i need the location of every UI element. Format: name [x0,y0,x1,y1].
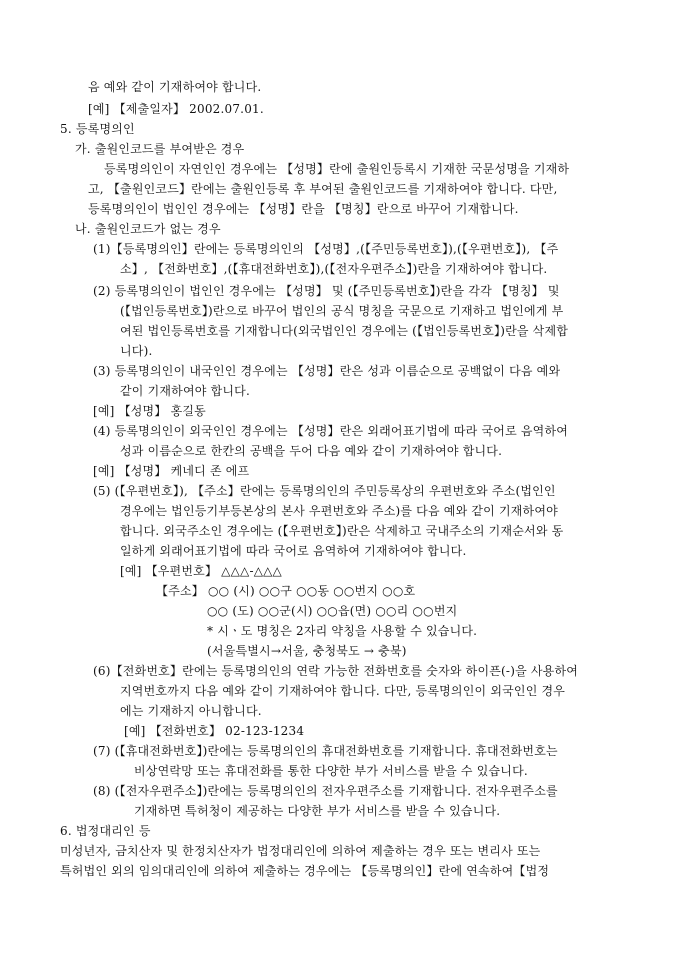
text-line-39: 미성년자, 금치산자 및 한정치산자가 법정대리인에 의하여 제출하는 경우 또는 변리사 또는 [60,844,541,858]
text-line-28: * 시ㆍ도 명칭은 2자리 약칭을 사용할 수 있습니다. [207,624,478,638]
text-line-10: 소】, 【전화번호】,(【휴대전화번호】),(【전자우편주소】)란을 기재하여야 합니다. [120,262,548,276]
text-line-35: 비상연락망 또는 휴대전화를 통한 다양한 부가 서비스를 받을 수 있습니다. [134,764,528,778]
text-line-40: 특허법인 외의 임의대리인에 의하여 제출하는 경우에는 【등록명의인】란에 연속하여【법정 [60,864,550,878]
text-line-22: 경우에는 법인등기부등본상의 본사 우편번호와 주소)를 다음 예와 같이 기재하여야 [120,504,558,518]
text-line-9: (1)【등록명의인】란에는 등록명의인의 【성명】,(【주민등록번호】),(【우편번호】), 【주 [93,242,559,256]
text-line-5: 등록명의인이 자연인인 경우에는 【성명】란에 출원인등록시 기재한 국문성명을 기재하 [104,162,570,176]
text-line-12: (【법인등록번호】)란으로 바꾸어 법인의 공식 명칭을 국문으로 기재하고 법인에게 부 [120,304,564,318]
text-line-6: 고, 【출원인코드】란에는 출원인등록 후 부여된 출원인코드를 기재하여야 합니다. 다만, [88,182,558,196]
text-line-30: (6)【전화번호】란에는 등록명의인의 연락 가능한 전화번호를 숫자와 하이픈(-)을 사용하여 [93,664,579,678]
text-line-34: (7) (【휴대전화번호】)란에는 등록명의인의 휴대전화번호를 기재합니다. 휴대전화번호는 [93,744,558,758]
text-line-32: 에는 기재하지 아니합니다. [120,704,262,718]
text-line-31: 지역번호까지 다음 예와 같이 기재하여야 합니다. 다만, 등록명의인이 외국인인 경우 [120,684,566,698]
text-line-23: 합니다. 외국주소인 경우에는 (【우편번호】)란은 삭제하고 국내주소의 기재순서와 동 [120,524,564,538]
text-line-11: (2) 등록명의인이 법인인 경우에는 【성명】 및 (【주민등록번호】)란을 각각 【명칭】 및 [93,284,560,298]
text-line-17: [예] 【성명】 홍길동 [93,404,206,418]
text-line-25: [예] 【우편번호】 △△△-△△△ [120,564,282,578]
text-line-24: 일하게 외래어표기법에 따라 국어로 음역하여 기재하여야 합니다. [120,544,467,558]
text-line-13: 여된 법인등록번호를 기재합니다(외국법인인 경우에는 (【법인등록번호】)란을 삭제합 [120,324,569,338]
text-line-1: 음 예와 같이 기재하여야 합니다. [88,80,262,94]
text-line-27: ○○ (도) ○○군(시) ○○읍(면) ○○리 ○○번지 [207,604,458,618]
text-line-20: [예] 【성명】 케네디 존 에프 [93,464,250,478]
text-line-38: 6. 법정대리인 등 [60,824,151,838]
text-line-26: 【주소】 ○○ (시) ○○구 ○○동 ○○번지 ○○호 [156,584,416,598]
text-line-37: 기재하면 특허청이 제공하는 다양한 부가 서비스를 받을 수 있습니다. [134,804,501,818]
text-line-3: 5. 등록명의인 [60,122,135,136]
text-line-33: [예] 【전화번호】 02-123-1234 [124,724,305,738]
text-line-8: 나. 출원인코드가 없는 경우 [75,222,221,236]
text-line-29: (서울특별시→서울, 충청북도 → 충북) [207,644,407,658]
text-line-7: 등록명의인이 법인인 경우에는 【성명】란을 【명칭】란으로 바꾸어 기재합니다. [88,202,519,216]
text-line-15: (3) 등록명의인이 내국인인 경우에는 【성명】란은 성과 이름순으로 공백없이 다음 예와 [93,364,561,378]
text-line-2: [예] 【제출일자】 2002.07.01. [88,102,264,116]
text-line-14: 니다). [120,344,153,358]
text-line-36: (8) (【전자우편주소】)란에는 등록명의인의 전자우편주소를 기재합니다. 전자우편주소를 [93,784,558,798]
text-line-21: (5) (【우편번호】), 【주소】란에는 등록명의인의 주민등록상의 우편번호와 주소(법인인 [93,484,556,498]
text-line-16: 같이 기재하여야 합니다. [120,384,250,398]
text-line-19: 성과 이름순으로 한칸의 공백을 두어 다음 예와 같이 기재하여야 합니다. [120,444,503,458]
text-line-18: (4) 등록명의인이 외국인인 경우에는 【성명】란은 외래어표기법에 따라 국어로 음역하여 [93,424,569,438]
text-line-4: 가. 출원인코드를 부여받은 경우 [75,142,245,156]
